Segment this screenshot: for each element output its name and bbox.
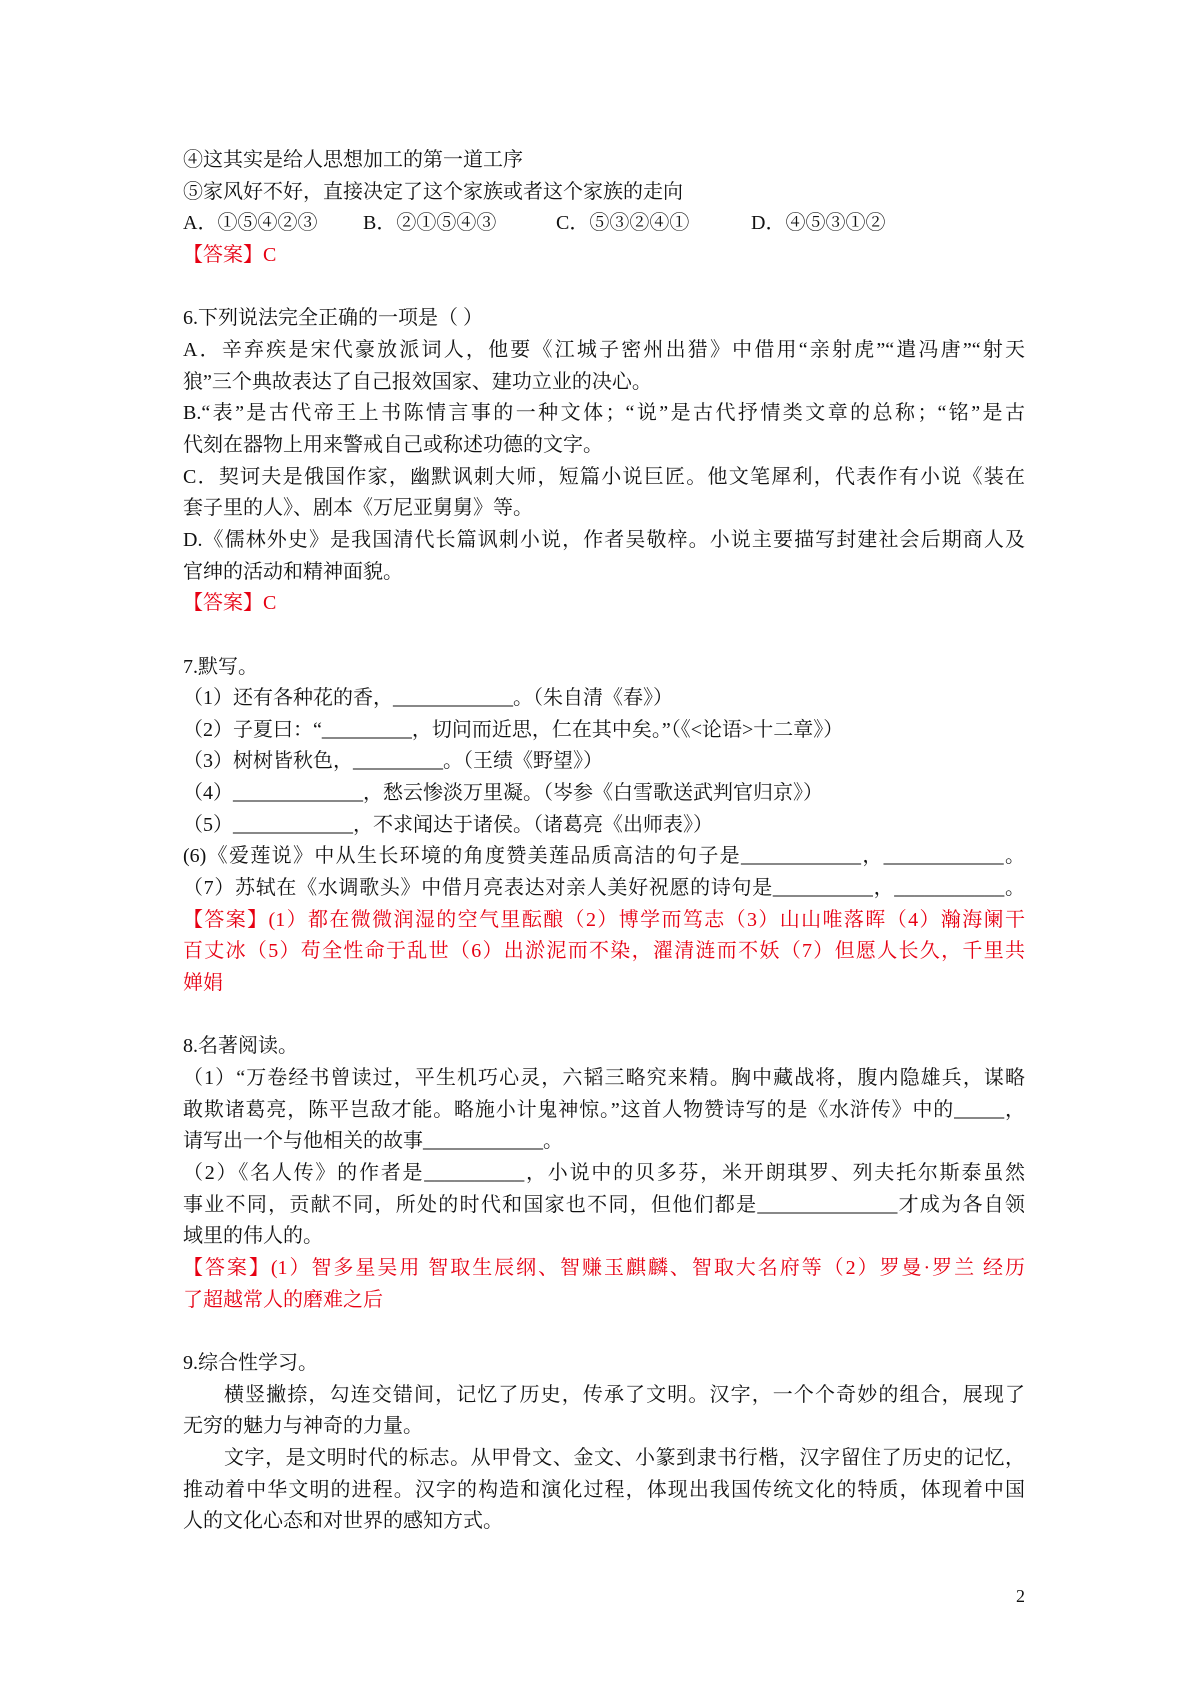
q5-option-c: C．⑤③②④①	[556, 212, 690, 235]
q9-paragraph-2-line: 推动着中华文明的进程。汉字的构造和演化过程，体现出我国传统文化的特质，体现着中国	[183, 1478, 1025, 1501]
q5-answer: 【答案】C	[183, 243, 277, 266]
q6-option-d-line: D.《儒林外史》是我国清代长篇讽刺小说，作者吴敬梓。小说主要描写封建社会后期商人及	[183, 528, 1025, 551]
q8-item-1-line: （1）“万卷经书曾读过，平生机巧心灵，六韬三略究来精。胸中藏战将，腹内隐雄兵，谋略	[183, 1067, 1025, 1090]
q8-item-2-line: 域里的伟人的。	[183, 1225, 323, 1248]
q6-option-b-line: B.“表”是古代帝王上书陈情言事的一种文体；“说”是古代抒情类文章的总称；“铭”是古	[183, 402, 1025, 425]
q7-item-4: （4）_____________，愁云惨淡万里凝。（岑参《白雪歌送武判官归京》）	[183, 782, 823, 805]
q5-option-a: A．①⑤④②③	[183, 212, 318, 235]
q8-item-2-line: 事业不同，贡献不同，所处的时代和国家也不同，但他们都是______________才成为各自领	[183, 1193, 1025, 1216]
q6-option-a-line: A．辛弃疾是宋代豪放派词人，他要《江城子密州出猎》中借用“亲射虎”“遣冯唐”“射天	[183, 338, 1025, 361]
page-content	[183, 145, 1025, 1538]
q9-paragraph-2-line: 人的文化心态和对世界的感知方式。	[183, 1510, 503, 1533]
q9-paragraph-2-line: 文字，是文明时代的标志。从甲骨文、金文、小篆到隶书行楷，汉字留住了历史的记忆，	[224, 1446, 1025, 1469]
q5-option-b: B．②①⑤④③	[363, 212, 497, 235]
page-number: 2	[1016, 1586, 1025, 1606]
blank-line	[183, 272, 1025, 304]
q6-option-b-line: 代刻在器物上用来警戒自己或称述功德的文字。	[183, 433, 603, 456]
q6-option-c-line: 套子里的人》、剧本《万尼亚舅舅》等。	[183, 497, 533, 520]
q5-sentence-5: ⑤家风好不好，直接决定了这个家族或者这个家族的走向	[183, 180, 683, 203]
q7-item-5: （5）____________，不求闻达于诸侯。（诸葛亮《出师表》）	[183, 813, 713, 836]
q7-item-7: （7）苏轼在《水调歌头》中借月亮表达对亲人美好祝愿的诗句是__________，___________。	[183, 877, 1025, 900]
q7-answer-line: 婵娟	[183, 972, 223, 995]
q5-option-d: D．④⑤③①②	[751, 212, 886, 235]
q5-sentence-4: ④这其实是给人思想加工的第一道工序	[183, 149, 523, 171]
q6-option-a-line: 狼”三个典故表达了自己报效国家、建功立业的决心。	[183, 370, 652, 393]
q8-item-2-line: （2）《名人传》的作者是__________，小说中的贝多芬，米开朗琪罗、列夫托尔斯泰虽然	[183, 1162, 1025, 1184]
q7-item-1: （1）还有各种花的香，____________。（朱自清《春》）	[183, 687, 673, 710]
q7-item-2: （2）子夏曰：“_________，切问而近思，仁在其中矣。”（《<论语>十二章》）	[183, 718, 844, 741]
q7-answer-line: 【答案】(1）都在微微润湿的空气里酝酿（2）博学而笃志（3）山山唯落晖（4）瀚海阑干	[183, 908, 1025, 931]
blank-line	[183, 1000, 1025, 1032]
q9-paragraph-1-line: 横竖撇捺，勾连交错间，记忆了历史，传承了文明。汉字，一个个奇妙的组合，展现了	[224, 1383, 1025, 1406]
q5-options	[183, 208, 1025, 240]
q9-stem: 9.综合性学习。	[183, 1351, 318, 1374]
q7-answer-line: 百丈冰（5）苟全性命于乱世（6）出淤泥而不染，濯清涟而不妖（7）但愿人长久，千里共	[183, 940, 1025, 963]
q8-item-1-line: 敢欺诸葛亮，陈平岂敌才能。略施小计鬼神惊。”这首人物赞诗写的是《水浒传》中的_____，	[183, 1098, 1025, 1121]
q8-answer-line: 【答案】(1）智多星吴用 智取生辰纲、智赚玉麒麟、智取大名府等（2）罗曼·罗兰 经历	[183, 1256, 1025, 1279]
q7-item-3: （3）树树皆秋色，_________。（王绩《野望》）	[183, 750, 603, 773]
q8-answer-line: 了超越常人的磨难之后	[183, 1288, 383, 1311]
q7-item-6: (6)《爱莲说》中从生长环境的角度赞美莲品质高洁的句子是____________，____________。	[183, 845, 1025, 868]
q6-stem: 6.下列说法完全正确的一项是（ ）	[183, 307, 483, 330]
q7-stem: 7.默写。	[183, 655, 258, 678]
blank-line	[183, 620, 1025, 652]
q8-item-1-line: 请写出一个与他相关的故事____________。	[183, 1130, 563, 1153]
q6-option-d-line: 官绅的活动和精神面貌。	[183, 560, 403, 583]
q6-answer: 【答案】C	[183, 592, 277, 615]
q6-option-c-line: C．契诃夫是俄国作家，幽默讽刺大师，短篇小说巨匠。他文笔犀利，代表作有小说《装在	[183, 465, 1025, 488]
q8-stem: 8.名著阅读。	[183, 1035, 298, 1058]
q9-paragraph-1-line: 无穷的魅力与神奇的力量。	[183, 1415, 423, 1438]
blank-line	[183, 1316, 1025, 1348]
